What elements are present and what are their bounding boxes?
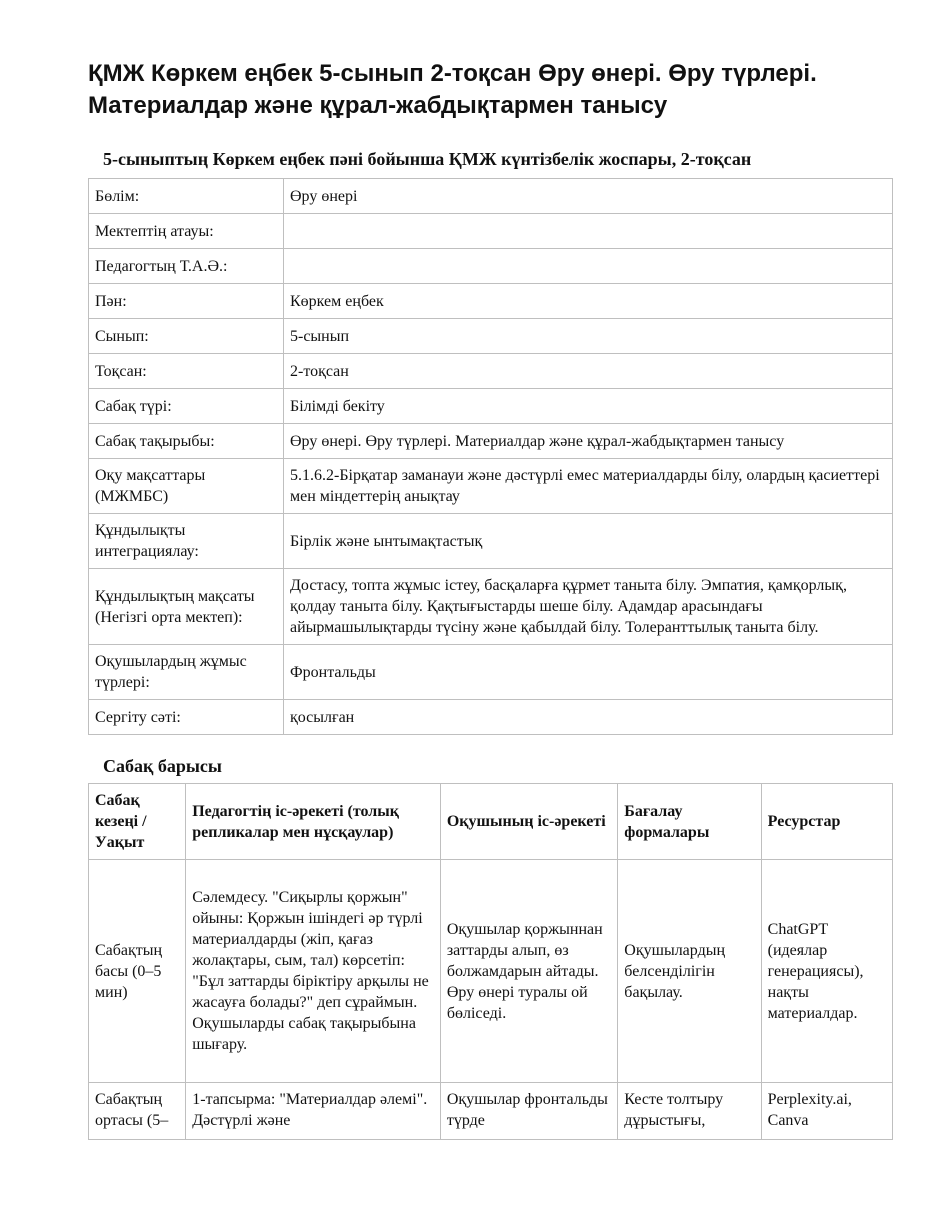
info-row [89, 249, 893, 284]
info-row [89, 389, 893, 424]
teacher-cell: 1-тапсырма: "Материалдар әлемі". Дәстүрлі және [186, 1083, 441, 1140]
info-label: Сабақ түрі: [89, 389, 284, 424]
info-row [89, 700, 893, 735]
info-row [89, 514, 893, 569]
header-teacher: Педагогтің іс-әрекеті (толық репликалар мен нұсқаулар) [186, 784, 441, 860]
header-student: Оқушының іс-әрекеті [440, 784, 617, 860]
lesson-heading: Сабақ барысы [103, 756, 222, 776]
lesson-header-row [89, 784, 893, 860]
info-row [89, 424, 893, 459]
info-label: Педагогтың Т.А.Ә.: [89, 249, 284, 284]
info-row [89, 645, 893, 700]
info-label: Сергіту сәті: [89, 700, 284, 735]
header-stage: Сабақ кезеңі / Уақыт [89, 784, 186, 860]
info-label: Пән: [89, 284, 284, 319]
resources-cell: Perplexity.ai, Canva [761, 1083, 892, 1140]
info-value: Көркем еңбек [284, 284, 893, 319]
resources-cell: ChatGPT (идеялар генерациясы), нақты материалдар. [761, 860, 892, 1083]
info-label: Мектептің атауы: [89, 214, 284, 249]
info-value: қосылған [284, 700, 893, 735]
info-label: Оқу мақсаттары (МЖМБС) [89, 459, 284, 514]
info-value: Білімді бекіту [284, 389, 893, 424]
info-label: Оқушылардың жұмыс түрлері: [89, 645, 284, 700]
lesson-table [88, 783, 893, 1140]
info-row [89, 354, 893, 389]
info-value: 5-сынып [284, 319, 893, 354]
info-row [89, 179, 893, 214]
info-value: Өру өнері [284, 179, 893, 214]
header-resources: Ресурстар [761, 784, 892, 860]
document-page [88, 58, 893, 1140]
info-row [89, 319, 893, 354]
info-value: Бірлік және ынтымақтастық [284, 514, 893, 569]
info-label: Сынып: [89, 319, 284, 354]
assessment-cell: Оқушылардың белсенділігін бақылау. [618, 860, 761, 1083]
info-value: 5.1.6.2-Бірқатар заманауи және дәстүрлі емес материалдарды білу, олардың қасиеттері мен міндеттерің анықтау [284, 459, 893, 514]
info-value [284, 249, 893, 284]
info-label: Құндылықты интеграциялау: [89, 514, 284, 569]
info-row [89, 459, 893, 514]
info-label: Сабақ тақырыбы: [89, 424, 284, 459]
plan-heading: 5-сыныптың Көркем еңбек пәні бойынша ҚМЖ күнтізбелік жоспары, 2-тоқсан [103, 149, 752, 169]
assessment-cell: Кесте толтыру дұрыстығы, [618, 1083, 761, 1140]
info-row [89, 284, 893, 319]
info-table [88, 178, 893, 735]
info-row [89, 569, 893, 645]
info-value: Достасу, топта жұмыс істеу, басқаларға құрмет таныта білу. Эмпатия, қамқорлық, қолдау таныта білу. Қақтығыстарды шеше білу. Адамдар арасындағы айырмашылықтарды түсіну және қабылдай білу. Толеранттылық таныта білу. [284, 569, 893, 645]
info-value: Өру өнері. Өру түрлері. Материалдар және құрал-жабдықтармен танысу [284, 424, 893, 459]
student-cell: Оқушылар қоржыннан заттарды алып, өз болжамдарын айтады. Өру өнері туралы ой бөліседі. [440, 860, 617, 1083]
header-assessment: Бағалау формалары [618, 784, 761, 860]
info-value: Фронтальды [284, 645, 893, 700]
info-label: Бөлім: [89, 179, 284, 214]
lesson-row [89, 860, 893, 1083]
info-label: Тоқсан: [89, 354, 284, 389]
info-value [284, 214, 893, 249]
info-label: Құндылықтың мақсаты (Негізгі орта мектеп): [89, 569, 284, 645]
document-title: ҚМЖ Көркем еңбек 5-сынып 2-тоқсан Өру өнері. Өру түрлері. Материалдар және құрал-жабдықтармен танысу [88, 60, 817, 119]
student-cell: Оқушылар фронтальды түрде [440, 1083, 617, 1140]
stage-cell: Сабақтың басы (0–5 мин) [89, 860, 186, 1083]
teacher-cell: Сәлемдесу. "Сиқырлы қоржын" ойыны: Қоржын ішіндегі әр түрлі материалдарды (жіп, қағаз жолақтары, сым, тал) көрсетіп: "Бұл заттарды біріктіру арқылы не жасауға болады?" деп сұраймын. Оқушыларды сабақ тақырыбына шығару. [186, 860, 441, 1083]
stage-cell: Сабақтың ортасы (5– [89, 1083, 186, 1140]
info-value: 2-тоқсан [284, 354, 893, 389]
lesson-row [89, 1083, 893, 1140]
info-row [89, 214, 893, 249]
